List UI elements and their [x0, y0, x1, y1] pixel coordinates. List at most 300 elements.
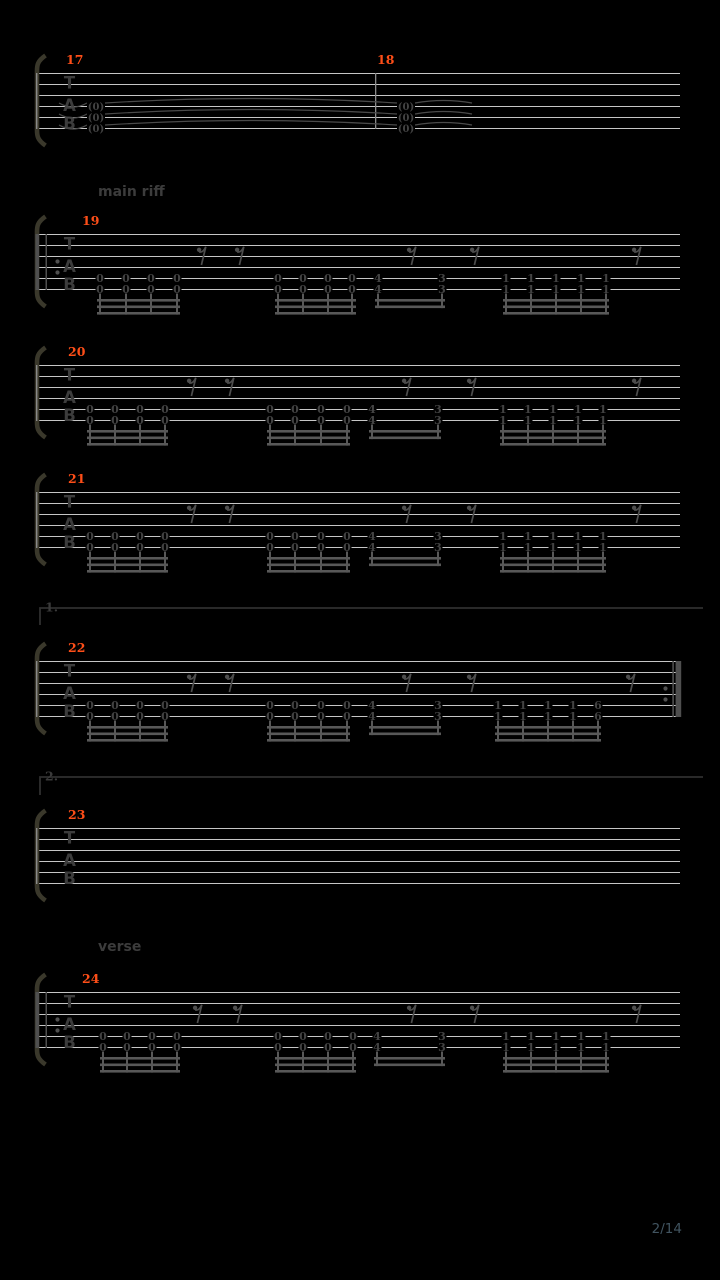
start-barline	[36, 365, 37, 421]
fret-number: 0	[274, 272, 282, 285]
fret-number: 1	[524, 414, 532, 427]
fret-number: 1	[502, 272, 510, 285]
fret-number: 1	[574, 414, 582, 427]
beam	[275, 1057, 356, 1060]
beam	[375, 306, 445, 309]
beam	[369, 726, 441, 729]
repeat-dot	[663, 686, 667, 690]
fret-number: 1	[599, 403, 607, 416]
beam	[100, 1070, 180, 1073]
repeat-dot	[55, 1028, 59, 1032]
beam	[267, 739, 350, 742]
fret-number: 1	[577, 272, 585, 285]
fret-number: 0	[324, 1030, 332, 1043]
eighth-rest-icon	[467, 378, 476, 396]
tab-clef-letter: B	[63, 1033, 76, 1052]
beam	[97, 306, 180, 309]
fret-number: 1	[527, 272, 535, 285]
eighth-rest-icon	[402, 674, 411, 692]
tab-clef-letter: A	[63, 1015, 76, 1034]
fret-number: 0	[111, 699, 119, 712]
staff-line	[35, 245, 680, 246]
fret-number: 4	[373, 1030, 381, 1043]
beam	[369, 430, 441, 433]
beam	[369, 733, 441, 736]
tie-curve	[415, 101, 472, 104]
repeat-dot	[55, 270, 59, 274]
staff-line	[35, 683, 680, 684]
fret-number: 0	[111, 541, 119, 554]
ghost-fret-number: (0)	[87, 123, 105, 135]
fret-number: 0	[324, 272, 332, 285]
eighth-rest-icon	[626, 674, 635, 692]
staff-line	[35, 84, 680, 85]
staff-line	[35, 398, 680, 399]
fret-number: 0	[86, 403, 94, 416]
staff-line	[35, 694, 680, 695]
repeat-dot	[55, 259, 59, 263]
fret-number: 1	[602, 272, 610, 285]
system-17-18	[35, 52, 680, 146]
fret-number: 0	[317, 530, 325, 543]
tab-clef-letter: T	[63, 661, 76, 681]
staff-line	[35, 106, 680, 107]
tie-curve	[105, 121, 397, 126]
volta-number: 1.	[45, 599, 59, 615]
beam	[87, 430, 168, 433]
staff-line	[35, 267, 680, 268]
beam	[100, 1057, 180, 1060]
fret-number: 0	[147, 283, 155, 296]
fret-number: 0	[161, 403, 169, 416]
section-label: verse	[98, 939, 142, 955]
fret-number: 3	[438, 1030, 446, 1043]
fret-number: 1	[549, 414, 557, 427]
system-22	[35, 640, 681, 742]
fret-number: 1	[519, 710, 527, 723]
tab-clef-letter: A	[63, 851, 76, 870]
start-barline	[36, 828, 37, 884]
beam	[87, 570, 168, 573]
fret-number: 0	[99, 1030, 107, 1043]
fret-number: 0	[122, 272, 130, 285]
ghost-fret-number: (0)	[87, 101, 105, 113]
fret-number: 0	[96, 272, 104, 285]
tab-clef-letter: B	[63, 114, 76, 133]
measure-number: 20	[68, 344, 86, 359]
fret-number: 1	[602, 1030, 610, 1043]
fret-number: 0	[299, 283, 307, 296]
fret-number: 0	[349, 1030, 357, 1043]
beam	[267, 570, 350, 573]
fret-number: 0	[96, 283, 104, 296]
fret-number: 1	[574, 403, 582, 416]
staff-line	[35, 492, 680, 493]
fret-number: 1	[549, 541, 557, 554]
fret-number: 0	[173, 272, 181, 285]
fret-number: 0	[86, 530, 94, 543]
staff-line	[35, 117, 680, 118]
fret-number: 1	[502, 283, 510, 296]
beam	[275, 1064, 356, 1067]
fret-number: 4	[368, 699, 376, 712]
staff-line	[35, 420, 680, 421]
fret-number: 1	[499, 530, 507, 543]
fret-number: 1	[499, 541, 507, 554]
eighth-rest-icon	[197, 247, 206, 265]
beam	[87, 726, 168, 729]
eighth-rest-icon	[193, 1005, 202, 1023]
fret-number: 1	[549, 530, 557, 543]
measure-number: 19	[82, 213, 100, 228]
eighth-rest-icon	[632, 378, 641, 396]
tie-curve	[415, 123, 472, 126]
eighth-rest-icon	[402, 505, 411, 523]
start-barline	[36, 492, 37, 548]
eighth-rest-icon	[632, 505, 641, 523]
eighth-rest-icon	[407, 1005, 416, 1023]
ghost-fret-number: (0)	[397, 101, 415, 113]
tab-clef-letter: A	[63, 684, 76, 703]
fret-number: 1	[569, 710, 577, 723]
system-bracket-icon	[37, 475, 46, 565]
fret-number: 1	[599, 530, 607, 543]
staff-line	[35, 716, 680, 717]
beam	[267, 726, 350, 729]
system-20	[35, 344, 680, 446]
fret-number: 0	[161, 699, 169, 712]
fret-number: 0	[123, 1030, 131, 1043]
tab-clef-letter: B	[63, 702, 76, 721]
staff-line	[35, 705, 680, 706]
staff-line	[35, 73, 680, 74]
fret-number: 0	[136, 414, 144, 427]
fret-number: 0	[291, 530, 299, 543]
fret-number: 0	[173, 283, 181, 296]
fret-number: 0	[111, 530, 119, 543]
beam	[369, 564, 441, 567]
tab-clef-letter: B	[63, 869, 76, 888]
fret-number: 0	[266, 403, 274, 416]
fret-number: 0	[99, 1041, 107, 1054]
fret-number: 1	[499, 403, 507, 416]
start-barline	[36, 661, 37, 717]
fret-number: 0	[111, 403, 119, 416]
beam	[267, 430, 350, 433]
fret-number: 1	[552, 272, 560, 285]
fret-number: 0	[317, 403, 325, 416]
staff-line	[35, 1003, 680, 1004]
eighth-rest-icon	[632, 247, 641, 265]
repeat-dot	[663, 697, 667, 701]
fret-number: 4	[373, 1041, 381, 1054]
beam	[267, 437, 350, 440]
section-label: main riff	[98, 184, 165, 200]
fret-number: 1	[527, 1030, 535, 1043]
fret-number: 4	[368, 541, 376, 554]
repeat-start-thick-bar	[36, 992, 40, 1048]
fret-number: 4	[374, 283, 382, 296]
fret-number: 0	[86, 541, 94, 554]
fret-number: 0	[266, 530, 274, 543]
fret-number: 1	[574, 541, 582, 554]
fret-number: 0	[148, 1041, 156, 1054]
ghost-fret-number: (0)	[397, 123, 415, 135]
measure-number: 17	[66, 52, 84, 67]
beam	[369, 437, 441, 440]
eighth-rest-icon	[187, 505, 196, 523]
staff-line	[35, 95, 680, 96]
fret-number: 0	[343, 541, 351, 554]
beam	[87, 443, 168, 446]
fret-number: 0	[343, 710, 351, 723]
staff-line	[35, 872, 680, 873]
beam	[275, 1070, 356, 1073]
staff-line	[35, 525, 680, 526]
eighth-rest-icon	[467, 505, 476, 523]
eighth-rest-icon	[225, 674, 234, 692]
fret-number: 0	[136, 699, 144, 712]
eighth-rest-icon	[225, 505, 234, 523]
eighth-rest-icon	[187, 378, 196, 396]
fret-number: 1	[552, 283, 560, 296]
tab-clef-letter: T	[63, 828, 76, 848]
beam	[100, 1064, 180, 1067]
staff-line	[35, 387, 680, 388]
fret-number: 4	[374, 272, 382, 285]
fret-number: 0	[291, 699, 299, 712]
fret-number: 3	[438, 1041, 446, 1054]
tab-clef-letter: A	[63, 515, 76, 534]
tab-clef-letter: B	[63, 275, 76, 294]
fret-number: 0	[343, 414, 351, 427]
fret-number: 0	[348, 283, 356, 296]
fret-number: 1	[574, 530, 582, 543]
fret-number: 0	[266, 699, 274, 712]
tab-clef-letter: B	[63, 533, 76, 552]
staff-line	[35, 365, 680, 366]
system-19	[35, 213, 680, 315]
fret-number: 0	[274, 283, 282, 296]
fret-number: 4	[368, 530, 376, 543]
fret-number: 1	[544, 699, 552, 712]
fret-number: 0	[136, 710, 144, 723]
fret-number: 1	[527, 283, 535, 296]
tie-curve	[105, 110, 397, 115]
page-indicator: 2/14	[651, 1221, 682, 1237]
beam	[87, 564, 168, 567]
beam	[97, 312, 180, 315]
fret-number: 1	[599, 414, 607, 427]
staff-line	[35, 128, 680, 129]
tab-clef-letter: A	[63, 96, 76, 115]
fret-number: 3	[434, 530, 442, 543]
fret-number: 1	[494, 699, 502, 712]
tab-clef-letter: T	[63, 73, 76, 93]
fret-number: 3	[434, 699, 442, 712]
fret-number: 3	[434, 414, 442, 427]
tab-clef-letter: B	[63, 406, 76, 425]
fret-number: 6	[594, 710, 602, 723]
fret-number: 1	[552, 1030, 560, 1043]
fret-number: 0	[173, 1030, 181, 1043]
fret-number: 1	[527, 1041, 535, 1054]
eighth-rest-icon	[187, 674, 196, 692]
staff-line	[35, 672, 680, 673]
fret-number: 1	[494, 710, 502, 723]
system-bracket-icon	[37, 644, 46, 734]
tab-clef-letter: A	[63, 257, 76, 276]
tie-curve	[415, 112, 472, 115]
staff-line	[35, 883, 680, 884]
fret-number: 0	[317, 414, 325, 427]
fret-number: 0	[122, 283, 130, 296]
volta-bracket	[40, 600, 703, 626]
beam	[87, 733, 168, 736]
repeat-end-thin-bar	[672, 661, 674, 717]
fret-number: 0	[274, 1041, 282, 1054]
fret-number: 1	[552, 1041, 560, 1054]
fret-number: 0	[299, 1041, 307, 1054]
staff-line	[35, 536, 680, 537]
staff-line	[35, 503, 680, 504]
fret-number: 1	[544, 710, 552, 723]
measure-number: 23	[68, 807, 86, 822]
fret-number: 0	[161, 530, 169, 543]
eighth-rest-icon	[407, 247, 416, 265]
fret-number: 0	[324, 283, 332, 296]
beam	[97, 299, 180, 302]
fret-number: 6	[594, 699, 602, 712]
fret-number: 0	[111, 414, 119, 427]
fret-number: 0	[348, 272, 356, 285]
fret-number: 0	[147, 272, 155, 285]
beam	[369, 557, 441, 560]
beam	[267, 733, 350, 736]
fret-number: 1	[577, 1041, 585, 1054]
measure-number: 21	[68, 471, 86, 486]
fret-number: 0	[86, 710, 94, 723]
fret-number: 3	[438, 272, 446, 285]
fret-number: 0	[343, 699, 351, 712]
eighth-rest-icon	[632, 1005, 641, 1023]
system-bracket-icon	[37, 56, 46, 146]
fret-number: 0	[161, 710, 169, 723]
tab-clef-letter: T	[63, 234, 76, 254]
repeat-end-thick-bar	[676, 661, 682, 717]
volta-number: 2.	[45, 768, 59, 784]
eighth-rest-icon	[470, 247, 479, 265]
fret-number: 0	[136, 403, 144, 416]
fret-number: 1	[549, 403, 557, 416]
beam	[275, 306, 356, 309]
fret-number: 0	[266, 414, 274, 427]
system-21	[35, 471, 680, 573]
repeat-start-thin-bar	[46, 234, 48, 290]
measure-number: 24	[82, 971, 100, 986]
repeat-start-thick-bar	[36, 234, 40, 290]
fret-number: 0	[266, 710, 274, 723]
fret-number: 0	[148, 1030, 156, 1043]
eighth-rest-icon	[470, 1005, 479, 1023]
eighth-rest-icon	[225, 378, 234, 396]
fret-number: 0	[86, 414, 94, 427]
fret-number: 0	[299, 272, 307, 285]
fret-number: 0	[349, 1041, 357, 1054]
staff-line	[35, 514, 680, 515]
fret-number: 4	[368, 710, 376, 723]
fret-number: 0	[86, 699, 94, 712]
fret-number: 0	[161, 414, 169, 427]
fret-number: 0	[299, 1030, 307, 1043]
eighth-rest-icon	[233, 1005, 242, 1023]
fret-number: 0	[136, 541, 144, 554]
volta-line	[40, 608, 703, 625]
system-24	[35, 971, 680, 1073]
staff-line	[35, 234, 680, 235]
staff-line	[35, 661, 680, 662]
measure-number: 22	[68, 640, 86, 655]
fret-number: 1	[577, 1030, 585, 1043]
beam	[375, 299, 445, 302]
fret-number: 1	[524, 530, 532, 543]
volta-line	[40, 777, 703, 795]
repeat-start-thin-bar	[46, 992, 48, 1048]
fret-number: 0	[274, 1030, 282, 1043]
beam	[275, 312, 356, 315]
staff-line	[35, 547, 680, 548]
fret-number: 0	[291, 541, 299, 554]
tab-clef-letter: T	[63, 365, 76, 385]
fret-number: 1	[602, 283, 610, 296]
fret-number: 1	[519, 699, 527, 712]
fret-number: 0	[291, 710, 299, 723]
tab-clef-letter: T	[63, 992, 76, 1012]
staff-line	[35, 376, 680, 377]
eighth-rest-icon	[467, 674, 476, 692]
fret-number: 1	[569, 699, 577, 712]
fret-number: 0	[291, 403, 299, 416]
fret-number: 1	[577, 283, 585, 296]
fret-number: 1	[502, 1030, 510, 1043]
tab-clef-letter: A	[63, 388, 76, 407]
fret-number: 0	[343, 530, 351, 543]
fret-number: 0	[324, 1041, 332, 1054]
beam	[275, 299, 356, 302]
eighth-rest-icon	[235, 247, 244, 265]
fret-number: 0	[317, 541, 325, 554]
fret-number: 0	[111, 710, 119, 723]
tab-clef-letter: T	[63, 492, 76, 512]
beam	[87, 557, 168, 560]
fret-number: 1	[502, 1041, 510, 1054]
beam	[267, 443, 350, 446]
fret-number: 3	[434, 541, 442, 554]
staff-line	[35, 828, 680, 829]
beam	[374, 1064, 445, 1067]
staff-line	[35, 850, 680, 851]
fret-number: 1	[524, 403, 532, 416]
eighth-rest-icon	[402, 378, 411, 396]
system-bracket-icon	[37, 348, 46, 438]
staff-line	[35, 1025, 680, 1026]
beam	[267, 557, 350, 560]
staff-line	[35, 992, 680, 993]
ghost-fret-number: (0)	[397, 112, 415, 124]
fret-number: 0	[266, 541, 274, 554]
beam	[87, 437, 168, 440]
staff-line	[35, 861, 680, 862]
